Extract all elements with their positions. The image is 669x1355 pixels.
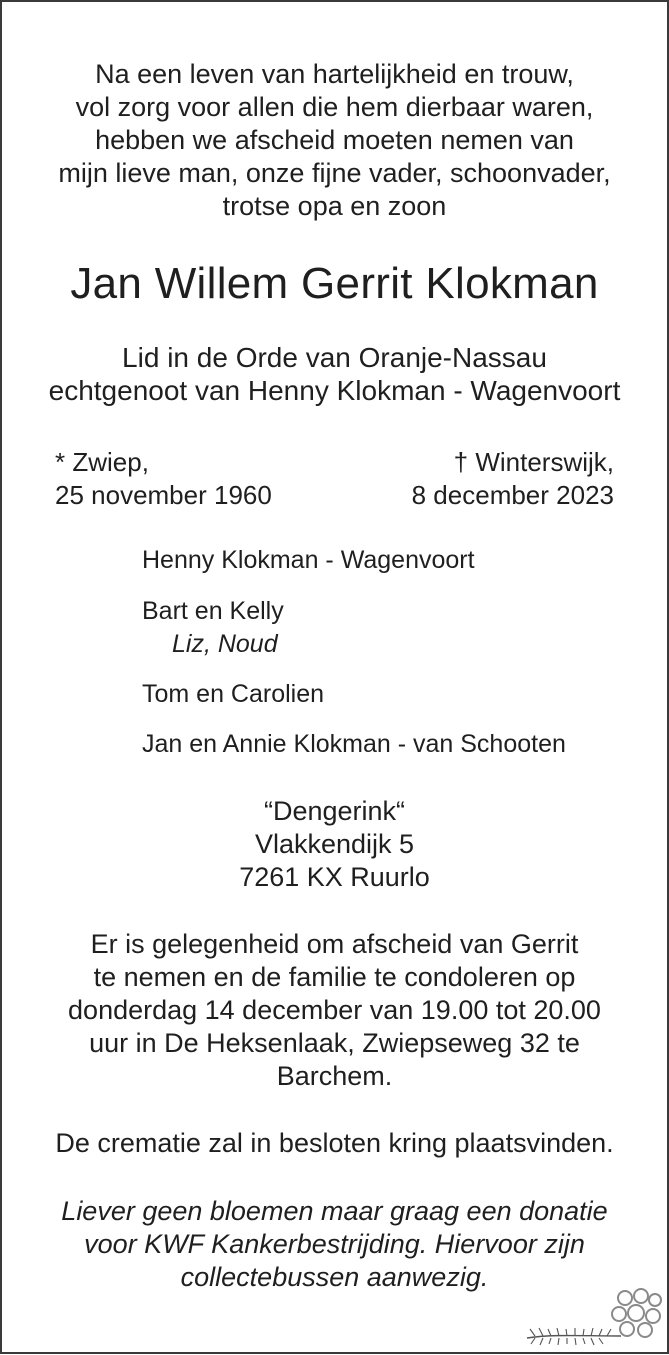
donation-text — [0, 1195, 669, 1294]
deceased-name: Jan Willem Gerrit Klokman — [70, 259, 599, 308]
intro-line: mijn lieve man, onze fijne vader, schoonvader, — [58, 158, 611, 188]
intro-line: hebben we afscheid moeten nemen van — [95, 125, 574, 155]
donation-line: collectebussen aanwezig. — [180, 1262, 489, 1292]
death-details — [412, 446, 614, 512]
cremation-line: De crematie zal in besloten kring plaatsvinden. — [55, 1128, 614, 1158]
visitation-line: Barchem. — [276, 1061, 393, 1091]
title-spouse: echtgenoot van Henny Klokman - Wagenvoort — [48, 375, 621, 406]
family-member-spouse: Henny Klokman - Wagenvoort — [142, 546, 475, 574]
birth-details — [55, 446, 272, 512]
address-line: 7261 KX Ruurlo — [239, 862, 430, 892]
flower-circles-logo-icon — [609, 1286, 663, 1342]
intro-line: trotse opa en zoon — [222, 191, 447, 221]
cremation-text — [0, 1127, 669, 1160]
intro-line: vol zorg voor allen die hem dierbaar waren, — [75, 92, 594, 122]
intro-line: Na een leven van hartelijkheid en trouw, — [95, 59, 574, 89]
visitation-text — [0, 928, 669, 1093]
title-order: Lid in de Orde van Oranje-Nassau — [122, 342, 547, 373]
family-member-grandchildren: Liz, Noud — [172, 630, 278, 658]
visitation-line: Er is gelegenheid om afscheid van Gerrit — [90, 929, 579, 959]
corner-logo — [513, 1286, 663, 1350]
birth-place: * Zwiep, — [55, 447, 149, 477]
family-member-parents: Jan en Annie Klokman - van Schooten — [142, 730, 566, 758]
deceased-titles — [0, 341, 669, 407]
donation-line: voor KWF Kankerbestrijding. Hiervoor zijn — [84, 1229, 585, 1259]
visitation-line: uur in De Heksenlaak, Zwiepseweg 32 te — [89, 1028, 580, 1058]
family-member-children: Bart en Kelly — [142, 597, 284, 625]
address-line: Vlakkendijk 5 — [254, 829, 415, 859]
visitation-line: te nemen en de familie te condoleren op — [93, 962, 576, 992]
death-place: † Winterswijk, — [453, 447, 614, 477]
birth-date: 25 november 1960 — [55, 480, 272, 510]
visitation-line: donderdag 14 december van 19.00 tot 20.00 — [68, 995, 601, 1025]
family-member-children: Tom en Carolien — [142, 680, 325, 708]
death-date: 8 december 2023 — [411, 480, 614, 510]
donation-line: Liever geen bloemen maar graag een donatie — [61, 1196, 608, 1226]
correspondence-address — [0, 795, 669, 894]
address-line: “Dengerink“ — [263, 796, 406, 826]
intro-text — [0, 58, 669, 223]
